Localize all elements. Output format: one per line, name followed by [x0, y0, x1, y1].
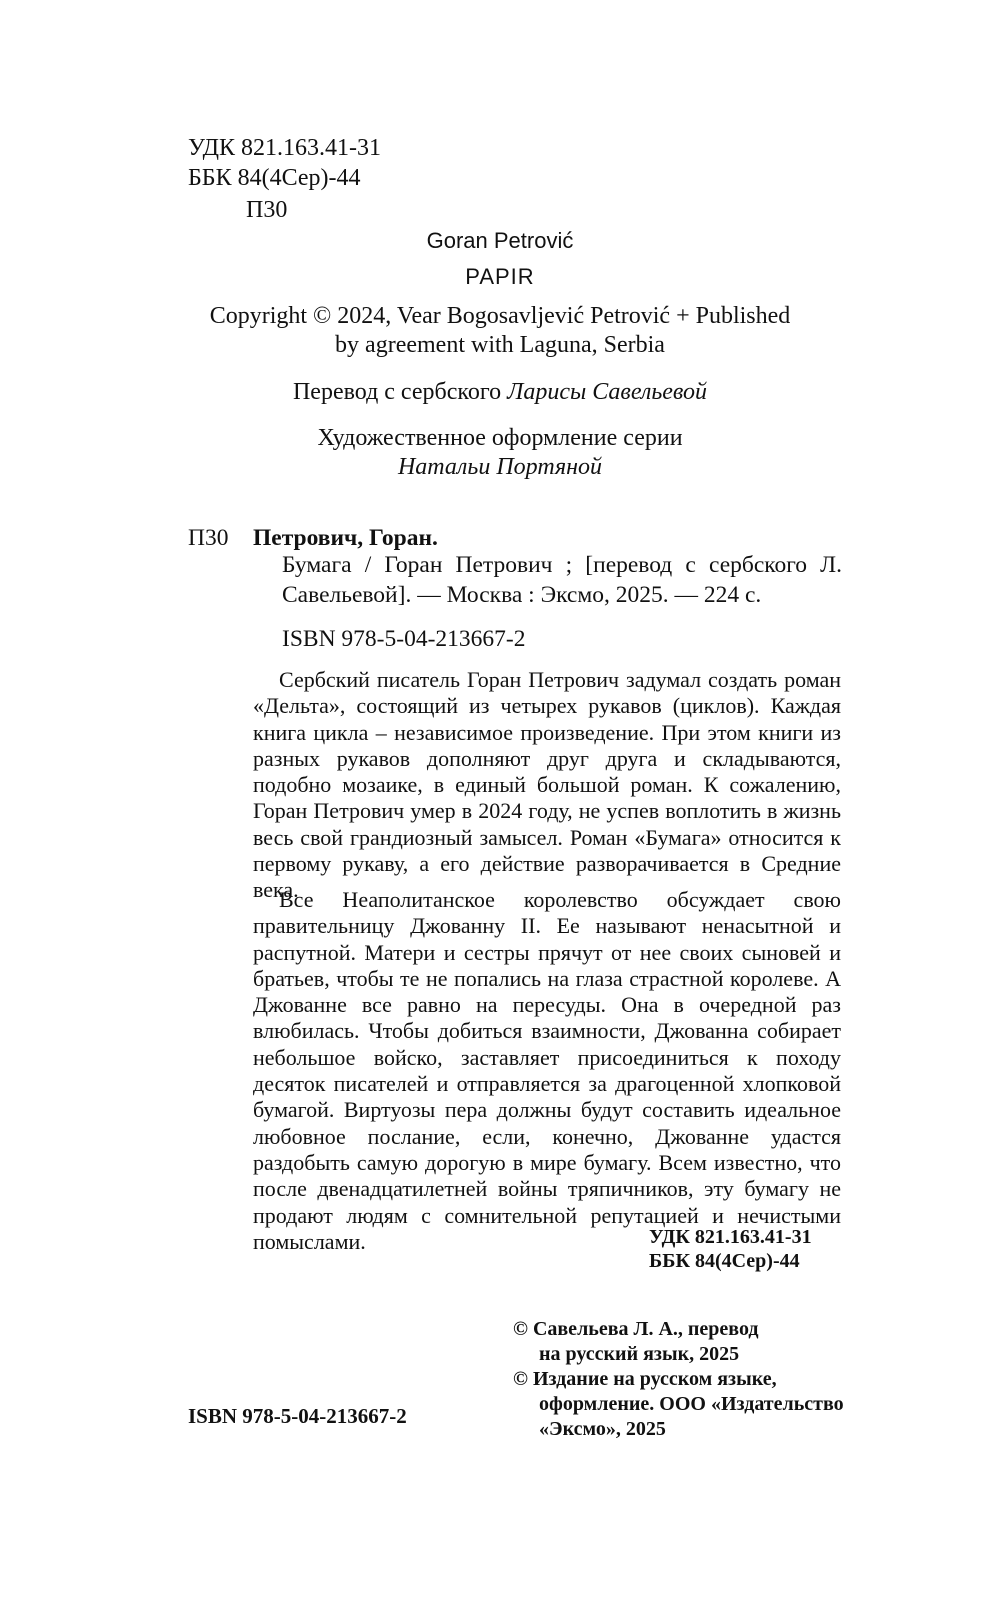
design-label: Художественное оформление серии	[317, 425, 683, 451]
annotation-paragraph-2: Все Неаполитанское королевство обсуждает свою правительницу Джованну II. Ее называют ненасытной и распутной. Матери и сестры прячут от нее своих сыновей и братьев, чтобы те не попались на глаза страстной королеве. А Джованне все равно на пересуды. Она в очередной раз влюбилась. Чтобы добиться взаимности, Джованна собирает небольшое войско, заставляет присоединиться к походу десяток писателей и отправляется за драгоценной хлопковой бумагой. Виртуозы пера должны будут составить идеальное любовное послание, если, конечно, Джованне удастся раздобыть самую дорогую в мире бумагу. Всем известно, что после двенадцатилетней войны тряпичников, эту бумагу не продают людям с сомнительной репутацией и нечистыми помыслами.	[253, 887, 841, 1254]
annotation-paragraph-1: Сербский писатель Горан Петрович задумал создать роман «Дельта», состоящий из четырех рукавов (циклов). Каждая книга цикла – независимое произведение. При этом книги из разных рукавов дополняют друг друга и складываются, подобно мозаике, в единый большой роман. К сожалению, Горан Петрович умер в 2024 году, не успев воплотить в жизнь весь свой грандиозный замысел. Роман «Бумага» относится к первому рукаву, а его действие разворачивается в Средние века.	[253, 667, 841, 903]
bbk-code: ББК 84(4Сер)-44	[188, 165, 361, 191]
biblio-description-text: Бумага / Горан Петрович ; [перевод с сербского Л. Савельевой]. — Москва : Эксмо, 2025. — 224 с.	[282, 552, 842, 608]
copyright-edition-line-2: оформление. ООО «Издательство	[539, 1393, 844, 1415]
copyright-line-2: by agreement with Laguna, Serbia	[335, 332, 665, 358]
author-sign: П30	[246, 197, 288, 223]
copyright-translation	[513, 1317, 759, 1367]
copyright-edition-line-3: «Эксмо», 2025	[539, 1418, 666, 1440]
biblio-isbn: ISBN 978-5-04-213667-2	[282, 626, 526, 652]
original-author: Goran Petrović	[426, 228, 574, 253]
copyright-line-1: Copyright © 2024, Vear Bogosavljević Petrović + Published	[209, 303, 791, 329]
copyright-translation-line-1: © Савельева Л. А., перевод	[513, 1318, 759, 1340]
biblio-author: Петрович, Горан.	[253, 525, 438, 551]
copyright-translation-line-2: на русский язык, 2025	[539, 1343, 740, 1365]
translation-prefix: Перевод с сербского	[292, 379, 508, 405]
footer-isbn: ISBN 978-5-04-213667-2	[188, 1404, 407, 1428]
copyright-edition-line-1: © Издание на русском языке,	[513, 1368, 777, 1390]
translator-name: Ларисы Савельевой	[507, 379, 708, 405]
biblio-sign: П30	[188, 525, 229, 551]
original-title: PAPIR	[465, 264, 535, 289]
footer-bbk: ББК 84(4Сер)-44	[649, 1250, 800, 1272]
footer-udk: УДК 821.163.41-31	[649, 1226, 812, 1248]
biblio-description	[282, 550, 842, 610]
udk-code: УДК 821.163.41-31	[188, 135, 381, 161]
copyright-edition	[513, 1367, 844, 1442]
designer-name: Натальи Портяной	[397, 454, 603, 480]
translation-credit	[0, 377, 1000, 407]
